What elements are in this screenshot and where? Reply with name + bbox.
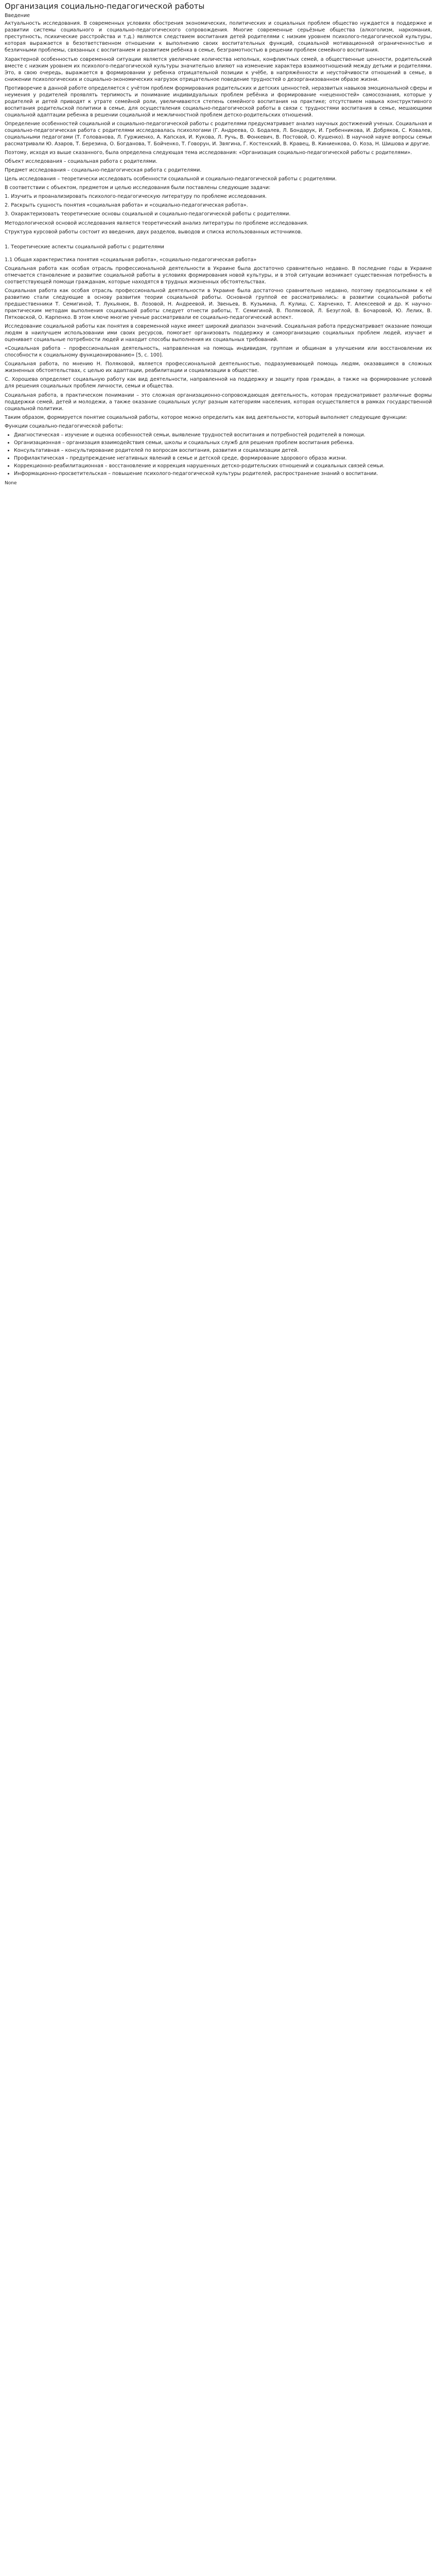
body-paragraph: Исследование социальной работы как понятия в современной науке имеет широкий диапазон значений. Социальная работа предусматривает оказание помощи людям в наилучшем использовании ими своих ресурсов, помогает организовать поддержку и самоорганизацию социальных проблем людей, изучает и оценивает социальные потребности людей и находит способы выполнения их социальных требований. <box>5 324 432 343</box>
functions-list <box>5 432 432 477</box>
intro-paragraph: Противоречие в данной работе определяется с учётом проблем формирования родительских и детских ценностей, неразвитых навыков эмоциональной сферы и неумения у родителей проявлять терпимость и понимание индивидуальных проблем ребёнка и формирование «неценностей» самосознания, которые у родителей и детей приводят к утрате семейной роли, увеличиваются степень семейного воспитания на практике; отсутствием навыка конструктивного воспитания родительской политики в семье, для осуществления социально-педагогической работы в связи с трудностями воспитания в семье, мешающими социальной адаптации ребенка в решении социальной и межличностной проблем детско-родительских отношений. <box>5 85 432 118</box>
body-paragraph: Социальная работа как особая отрасль профессиональной деятельности в Украине была достаточно сравнительно недавно, поэтому предпосылками к её развитию стали следующие в основу развития теории социальной работы. Основной группой ее рассматривались: в развитии социальной работы предшественники Т. Семигиной, Т. Лукьянюк, В. Лозовой, Н. Андреевой, И. Звеньев, В. Кузьмина, Л. Кулиш, С. Харченко, Т. Алексеевой и др. К научно-практическим методам выполнения социальной работы следует отнести работы, Т. Семигиной, В. Поляковой, Л. Безуглой, В. Бочаровой, Ю. Лелих, В. Пятковской, О. Карпенко. В этом ключе многие ученые рассматривали ее социально-педагогический аспект. <box>5 287 432 321</box>
list-item: • Профилактическая – предупреждение негативных явлений в семье и детской среде, формирование здорового образа жизни. <box>14 455 432 462</box>
list-item: • Консультативная – консультирование родителей по вопросам воспитания, развития и социализации детей. <box>14 447 432 454</box>
structure: Структура курсовой работы состоит из введения, двух разделов, выводов и списка использованных источников. <box>5 229 303 235</box>
body-paragraph: «Социальная работа – профессиональная деятельность, направленная на помощь индивидам, группам и общинам в улучшении или восстановлении их способности к социальному функционированию» [5, с. 100]. <box>5 346 432 359</box>
document <box>0 0 436 486</box>
intro-paragraph: Поэтому, исходя из выше сказанного, была определена следующая тема исследования: «Организация социально-педагогической работы с родителями». <box>5 150 412 156</box>
footer-text: None <box>5 481 17 486</box>
body-paragraph: Социальная работа как особая отрасль профессиональной деятельности в Украине была достаточно сравнительно недавно. В последние годы в Украине отмечается становление и развитие социальной работы в условиях формирования новой культуры, и в этой ситуации возникает существенная потребность в соответствующей помощи гражданам, которые находятся в трудных жизненных обстоятельствах. <box>5 265 432 285</box>
task-item: 2. Раскрыть сущность понятия «социальная работа» и «социально-педагогическая работа». <box>5 202 248 209</box>
body-paragraph: Таким образом, формируется понятие социальной работы, которое можно определить как вид деятельности, который выполняет следующие функции: <box>5 414 407 420</box>
body-paragraph: С. Хорошева определяет социальную работу как вид деятельности, направленной на поддержку и защиту прав граждан, а также на формирование условий для решения социальных проблем личности, семьи и общества. <box>5 377 432 389</box>
intro-paragraph: Актуальность исследования. В современных условиях обострения экономических, политических и социальных проблем общество нуждается в поддержке и развитии системы социального и социально-педагогического сопровождения. Многие современные серьёзные общества (алкоголизм, наркомания, преступность, психические расстройства и т.д.) являются следствием воспитания детей родителями с низким уровнем психолого-педагогической культуры, которая выражается в безответственном отношении к выполнению своих воспитательных функций, социальной мотивационной ограниченностью и безличными проблемы, связанных с воспитанием и развитием ребёнка в семье, безграмотностью в решении проблем семейного воспитания. <box>5 21 432 54</box>
methodology: Методологической основой исследования является теоретический анализ литературы по проблеме исследования. <box>5 220 308 226</box>
body-paragraph: Социальная работа, в практическом понимании – это сложная организационно-сопровождающая деятельность, которая предусматривает различные формы поддержки семей, детей и молодежи, а также оказание социальных услуг разным категориям населения, которая осуществляется в рамках государственной социальной политики. <box>5 392 432 412</box>
research-goal: Цель исследования – теоретически исследовать особенности социальной и социально-педагогической работы с родителями. <box>5 176 337 182</box>
subsection-heading: 1.1 Общая характеристика понятия «социальная работа», «социально-педагогическая работа» <box>5 257 257 263</box>
task-item: 3. Охарактеризовать теоретические основы социальной и социально-педагогической работы с родителями. <box>5 211 291 217</box>
body-paragraph: Социальная работа, по мнению Н. Поляковой, является профессиональной деятельностью, подразумевающей помощь людям, оказавшимся в сложных жизненных обстоятельствах, с целью их адаптации, реабилитации и социализации в обществе. <box>5 361 432 374</box>
tasks-intro: В соответствии с объектом, предметом и целью исследования были поставлены следующие задачи: <box>5 185 271 191</box>
intro-paragraph: Характерной особенностью современной ситуации является увеличение количества неполных, конфликтных семей, а общественные ценности, родительский вместе с низким уровнем их психолого-педагогической культуры значительно влияют на изменение характера взаимоотношений между детьми и родителями. Это, в свою очередь, выражается в формировании у ребенка отрицательной позиции к учёбе, в напряжённости и неустойчивости отношений в семье, в снижении психологических и социально-экономических нагрузок отрицательное поведение трудностей о дезорганизованном образе жизни. <box>5 56 432 82</box>
intro-paragraph: Определение особенностей социальной и социально-педагогической работы с родителями предусматривает анализ научных достижений ученых. Социальная и социально-педагогическая работа с родителями исследовалась психологами (Г. Андреева, О. Бодалев, Л. Бондарук, И. Гребенникова, И. Добряков, С. Ковалев, социальными педагогами (Т. Голованова, Л. Гуржиенко, А. Капская, И. Кукова, Л. Ручь, В. Фонкевич, В. Постовой, О. Кушенко). В научной науке вопросы семьи рассматривали Ю. Азаров, Т. Березина, О. Богданова, Т. Бойченко, Т. Говорун, И. Звягина, Г. Костенский, В. Кравец, В. Киниенкова, О. Коза, Н. Шишова и другие. <box>5 121 432 147</box>
task-item: 1. Изучить и проанализировать психолого-педагогическую литературу по проблеме исследования. <box>5 194 267 200</box>
page-title: Организация социально-педагогической работы <box>5 2 205 11</box>
list-item: • Информационно-просветительская – повышение психолого-педагогической культуры родителей, распространение знаний о воспитании. <box>14 470 432 477</box>
research-subject: Предмет исследования – социально-педагогическая работа с родителями. <box>5 167 202 174</box>
list-item: • Диагностическая – изучение и оценка особенностей семьи, выявление трудностей воспитания и потребностей родителей в помощи. <box>14 432 432 438</box>
research-object: Объект исследования – социальная работа с родителями. <box>5 159 158 165</box>
list-item: • Коррекционно-реабилитационная – восстановление и коррекция нарушенных детско-родительских отношений и социальных связей семьи. <box>14 463 432 469</box>
functions-heading: Функции социально-педагогической работы: <box>5 423 124 429</box>
section-heading: 1. Теоретические аспекты социальной работы с родителями <box>5 244 164 250</box>
list-item: • Организационная – организация взаимодействия семьи, школы и социальных служб для решения проблем воспитания ребенка. <box>14 439 432 446</box>
section-intro-heading: Введение <box>5 13 30 19</box>
